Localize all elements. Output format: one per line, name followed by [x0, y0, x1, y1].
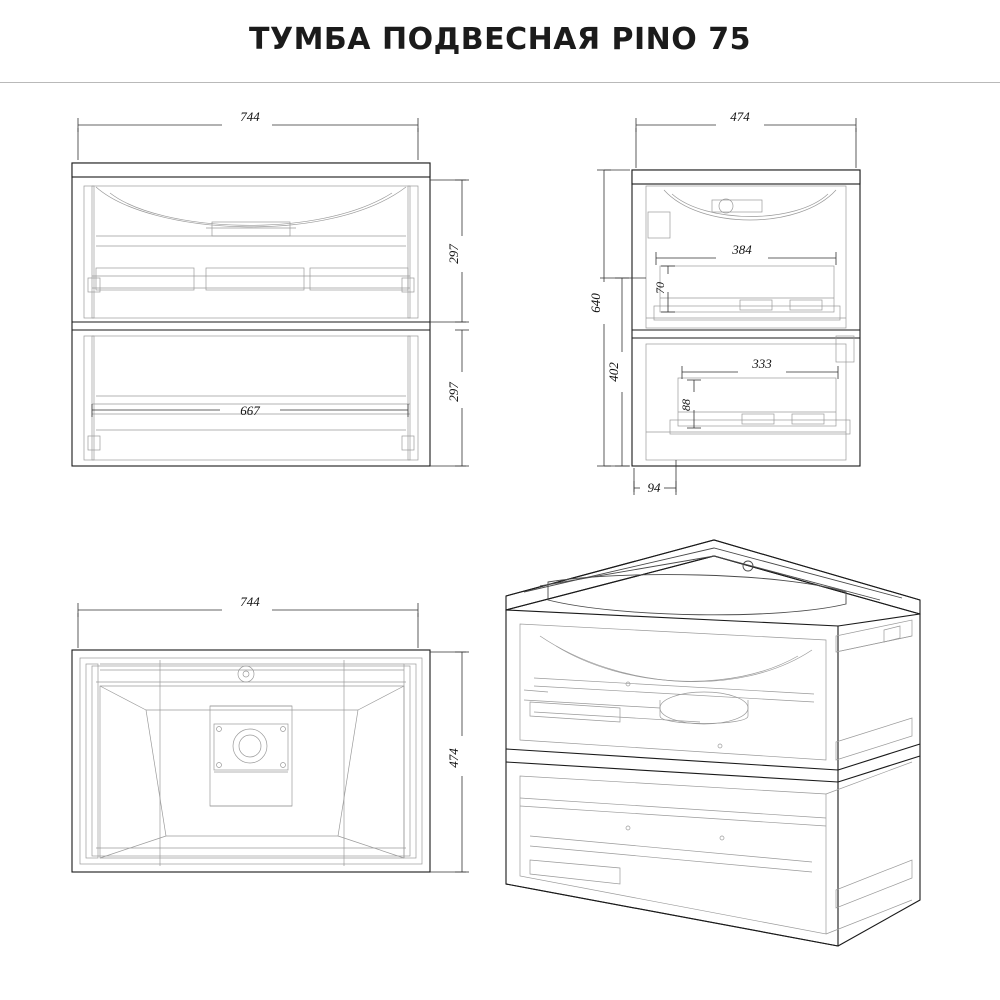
dim-front-width: 744: [240, 109, 260, 124]
dim-front-lower-drawer-height: 297: [446, 382, 461, 402]
dim-side-total-height: 640: [588, 293, 603, 313]
dim-side-upper-drawer-depth: 384: [732, 242, 752, 257]
dim-side-upper-drawer-front: 70: [653, 282, 667, 294]
title-divider: [0, 82, 1000, 83]
dim-front-inner-width: 667: [240, 403, 260, 418]
dim-side-lower-drawer-front: 88: [679, 399, 693, 411]
dim-side-lower-drawer-depth: 333: [752, 356, 772, 371]
dim-top-width: 744: [240, 594, 260, 609]
dim-side-offset: 94: [647, 480, 661, 495]
dim-front-upper-drawer-height: 297: [446, 244, 461, 264]
dim-top-depth: 474: [446, 748, 461, 768]
dim-side-depth: 474: [730, 109, 750, 124]
page-title: ТУМБА ПОДВЕСНАЯ PINO 75: [248, 22, 751, 57]
dim-side-inner-height: 402: [606, 362, 621, 382]
